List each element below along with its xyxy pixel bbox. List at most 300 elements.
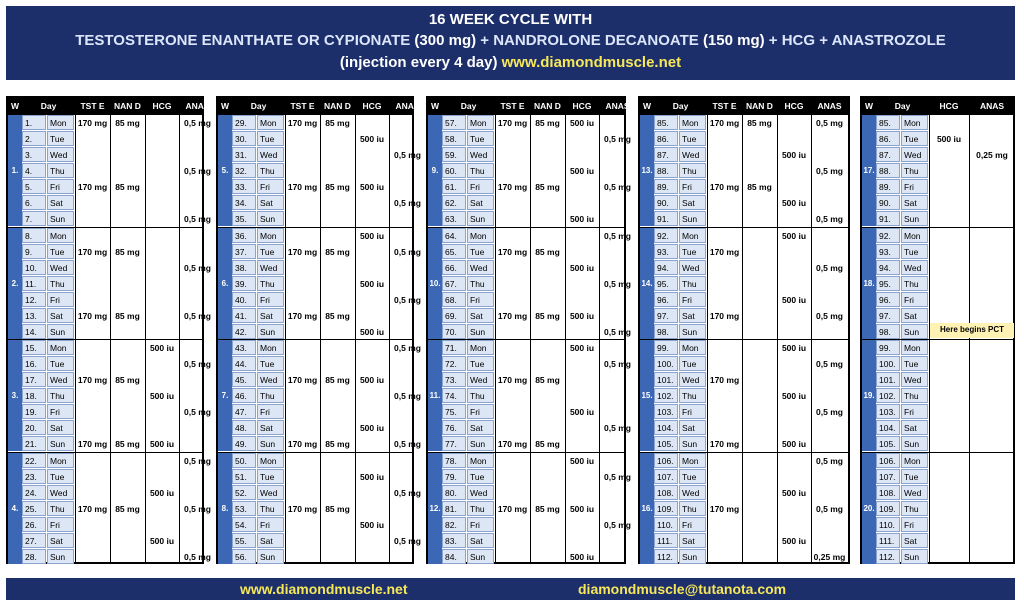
weekday-label: Wed — [679, 260, 706, 275]
dose-anas: 0,5 mg — [816, 262, 843, 273]
weekday-label: Wed — [467, 372, 494, 387]
table-row — [876, 356, 929, 372]
week-group — [640, 227, 848, 339]
weekday-label: Fri — [257, 292, 284, 307]
table-row — [654, 244, 707, 260]
dose-hcg: 500 iu — [149, 343, 175, 353]
weekday-label: Sun — [679, 211, 706, 226]
weekday-label: Sun — [901, 549, 928, 564]
day-number: 105. — [654, 436, 678, 451]
table-row — [876, 228, 929, 244]
table-row — [442, 533, 495, 549]
day-number: 51. — [232, 469, 256, 484]
weekday-label: Wed — [679, 147, 706, 162]
table-row — [442, 131, 495, 147]
dose-hcg: 500 iu — [569, 503, 595, 514]
weekday-label: Sat — [467, 195, 494, 210]
table-row — [232, 179, 285, 195]
week-number: 3. — [8, 340, 22, 451]
schedule-table-2 — [216, 96, 421, 564]
table-row — [876, 260, 929, 276]
table-row — [22, 533, 75, 549]
day-number: 6. — [22, 195, 46, 210]
week-group — [428, 227, 631, 339]
dose-tst: 170 mg — [497, 118, 528, 128]
dose-nan: 85 mg — [115, 439, 140, 449]
dose-nan: 85 mg — [325, 310, 350, 321]
week-group — [218, 114, 421, 226]
table-row — [22, 260, 75, 276]
weekday-label: Sun — [679, 549, 706, 564]
dose-anas: 0,5 mg — [394, 246, 421, 257]
table-row — [442, 276, 495, 292]
day-number: 66. — [442, 260, 466, 275]
column-header-hcg: HCG — [572, 101, 592, 111]
weekday-label: Sun — [467, 436, 494, 451]
dose-anas: 0,5 mg — [816, 214, 843, 224]
table-row — [232, 115, 285, 131]
week-number: 11. — [428, 340, 442, 451]
footer-banner — [6, 578, 1015, 600]
weekday-label: Sat — [257, 420, 284, 435]
weekday-label: Tue — [47, 244, 74, 259]
column-header-tste: TST E — [712, 101, 737, 111]
weekday-label: Tue — [257, 244, 284, 259]
dose-anas: 0,5 mg — [394, 198, 421, 208]
table-row — [654, 211, 707, 227]
dose-anas: 0,5 mg — [184, 262, 211, 273]
header-website-link[interactable]: www.diamondmuscle.net — [501, 54, 682, 71]
table-row — [232, 388, 285, 404]
dose-tst: 170 mg — [497, 503, 528, 514]
day-number: 99. — [654, 340, 678, 355]
column-header-tste: TST E — [290, 101, 315, 111]
column-header-nand: NAN D — [746, 101, 773, 111]
dose-nan: 85 mg — [325, 182, 350, 192]
table-row — [654, 388, 707, 404]
table-row — [22, 195, 75, 211]
day-number: 39. — [232, 276, 256, 291]
weekday-label: Sun — [679, 436, 706, 451]
day-number: 21. — [22, 436, 46, 451]
weekday-label: Mon — [257, 115, 284, 130]
weekday-label: Wed — [901, 260, 928, 275]
day-number: 8. — [22, 228, 46, 243]
table-row — [876, 372, 929, 388]
day-number: 49. — [232, 436, 256, 451]
table-row — [442, 517, 495, 533]
table-row — [654, 453, 707, 469]
day-number: 101. — [876, 372, 900, 387]
table-row — [654, 340, 707, 356]
day-number: 55. — [232, 533, 256, 548]
table-row — [22, 436, 75, 452]
dose-tst: 170 mg — [497, 182, 528, 192]
dose-tst: 170 mg — [497, 310, 528, 321]
dose-hcg: 500 iu — [149, 487, 175, 498]
dose-anas: 0,5 mg — [816, 503, 843, 514]
table-row — [22, 292, 75, 308]
dose-nan: 85 mg — [535, 375, 560, 385]
column-header-anas: ANAS — [979, 101, 1005, 111]
day-number: 71. — [442, 340, 466, 355]
day-number: 111. — [876, 533, 900, 548]
dose-nan: 85 mg — [535, 182, 560, 192]
dose-anas: 0,5 mg — [816, 455, 843, 466]
dose-anas: 0,5 mg — [394, 150, 421, 160]
day-number: 99. — [876, 340, 900, 355]
dose-tst: 170 mg — [709, 182, 740, 192]
table-row — [876, 501, 929, 517]
day-number: 98. — [876, 324, 900, 339]
dose-hcg: 500 iu — [569, 343, 595, 353]
table-row — [22, 356, 75, 372]
footer-email-link[interactable]: diamondmuscle@tutanota.com — [578, 581, 787, 597]
weekday-label: Mon — [467, 228, 494, 243]
week-number: 7. — [218, 340, 232, 451]
column-header-tste: TST E — [500, 101, 525, 111]
table-row — [442, 244, 495, 260]
day-number: 61. — [442, 179, 466, 194]
week-group — [8, 452, 211, 564]
weekday-label: Thu — [47, 501, 74, 516]
title-drug-2: + NANDROLONE DECANOATE — [476, 32, 703, 49]
day-number: 48. — [232, 420, 256, 435]
dose-hcg: 500 iu — [781, 150, 807, 160]
table-row — [442, 179, 495, 195]
day-number: 52. — [232, 485, 256, 500]
weekday-label: Mon — [901, 115, 928, 130]
dose-hcg: 500 iu — [781, 198, 807, 208]
column-header-w: W — [642, 101, 652, 111]
day-number: 40. — [232, 292, 256, 307]
table-row — [654, 276, 707, 292]
weekday-label: Fri — [901, 404, 928, 419]
table-row — [654, 195, 707, 211]
weekday-label: Sat — [679, 195, 706, 210]
weekday-label: Thu — [47, 276, 74, 291]
day-number: 91. — [654, 211, 678, 226]
table-row — [442, 453, 495, 469]
dose-nan: 85 mg — [115, 375, 140, 385]
table-row — [232, 260, 285, 276]
weekday-label: Mon — [47, 115, 74, 130]
week-group — [862, 452, 1013, 564]
day-number: 103. — [654, 404, 678, 419]
weekday-label: Wed — [257, 372, 284, 387]
table-row — [876, 549, 929, 565]
dose-hcg: 500 iu — [781, 487, 807, 498]
title-drug-1: TESTOSTERONE ENANTHATE OR CYPIONATE — [75, 32, 415, 49]
day-number: 75. — [442, 404, 466, 419]
day-number: 69. — [442, 308, 466, 323]
weekday-label: Tue — [467, 244, 494, 259]
day-number: 42. — [232, 324, 256, 339]
day-number: 30. — [232, 131, 256, 146]
weekday-label: Mon — [901, 453, 928, 468]
table-row — [232, 549, 285, 565]
table-row — [876, 147, 929, 163]
weekday-label: Thu — [679, 163, 706, 178]
weekday-label: Fri — [467, 404, 494, 419]
day-number: 15. — [22, 340, 46, 355]
weekday-label: Sun — [257, 436, 284, 451]
table-row — [876, 195, 929, 211]
table-row — [876, 163, 929, 179]
day-number: 11. — [22, 276, 46, 291]
table-row — [654, 485, 707, 501]
weekday-label: Sun — [47, 436, 74, 451]
weekday-label: Tue — [679, 244, 706, 259]
dose-nan: 85 mg — [325, 439, 350, 449]
day-number: 56. — [232, 549, 256, 564]
dose-hcg: 500 iu — [359, 326, 385, 337]
weekday-label: Mon — [679, 228, 706, 243]
dose-tst: 170 mg — [709, 246, 740, 257]
table-row — [654, 549, 707, 565]
day-number: 34. — [232, 195, 256, 210]
weekday-label: Thu — [901, 501, 928, 516]
dose-tst: 170 mg — [287, 310, 318, 321]
day-number: 73. — [442, 372, 466, 387]
weekday-label: Mon — [467, 340, 494, 355]
week-group — [862, 114, 1013, 226]
day-number: 38. — [232, 260, 256, 275]
week-group — [8, 114, 211, 226]
weekday-label: Fri — [901, 517, 928, 532]
title-line-3 — [6, 52, 1015, 74]
weekday-label: Tue — [467, 469, 494, 484]
table-row — [442, 356, 495, 372]
weekday-label: Tue — [257, 469, 284, 484]
dose-nan: 85 mg — [115, 310, 140, 321]
table-row — [654, 260, 707, 276]
weekday-label: Sat — [901, 420, 928, 435]
table-row — [22, 115, 75, 131]
day-number: 93. — [654, 244, 678, 259]
dose-hcg: 500 iu — [359, 230, 385, 241]
day-number: 112. — [876, 549, 900, 564]
table-row — [22, 228, 75, 244]
weekday-label: Sat — [901, 308, 928, 323]
weekday-label: Thu — [467, 276, 494, 291]
table-row — [654, 308, 707, 324]
day-number: 82. — [442, 517, 466, 532]
table-row — [232, 372, 285, 388]
day-number: 72. — [442, 356, 466, 371]
dose-tst: 170 mg — [287, 375, 318, 385]
day-number: 60. — [442, 163, 466, 178]
day-number: 17. — [22, 372, 46, 387]
table-row — [232, 195, 285, 211]
table-row — [876, 485, 929, 501]
dose-tst: 170 mg — [287, 246, 318, 257]
dose-tst: 170 mg — [287, 439, 318, 449]
table-row — [442, 485, 495, 501]
week-group — [218, 227, 421, 339]
day-number: 53. — [232, 501, 256, 516]
table-row — [442, 372, 495, 388]
dose-hcg: 500 iu — [359, 134, 385, 144]
dose-anas: 0,5 mg — [816, 166, 843, 176]
column-header-anas: ANAS — [817, 101, 842, 111]
week-number: 6. — [218, 228, 232, 339]
dose-nan: 85 mg — [115, 503, 140, 514]
day-number: 86. — [876, 131, 900, 146]
week-number: 20. — [862, 453, 876, 564]
table-row — [232, 404, 285, 420]
table-row — [876, 179, 929, 195]
column-header-w: W — [864, 101, 874, 111]
table-row — [876, 420, 929, 436]
day-number: 89. — [654, 179, 678, 194]
day-number: 18. — [22, 388, 46, 403]
table-row — [654, 179, 707, 195]
table-row — [442, 228, 495, 244]
table-row — [232, 356, 285, 372]
day-number: 81. — [442, 501, 466, 516]
day-number: 107. — [876, 469, 900, 484]
day-number: 101. — [654, 372, 678, 387]
dose-anas: 0,5 mg — [394, 487, 421, 498]
schedule-table-5 — [860, 96, 1015, 564]
table-row — [442, 469, 495, 485]
weekday-label: Thu — [467, 163, 494, 178]
dose-anas: 0,5 mg — [604, 519, 631, 530]
dose-hcg: 500 iu — [781, 343, 807, 353]
weekday-label: Sun — [467, 324, 494, 339]
weekday-label: Tue — [257, 131, 284, 146]
table-row — [22, 453, 75, 469]
weekday-label: Wed — [257, 260, 284, 275]
day-number: 27. — [22, 533, 46, 548]
day-number: 110. — [876, 517, 900, 532]
table-row — [22, 485, 75, 501]
table-row — [876, 453, 929, 469]
dose-anas: 0,5 mg — [604, 182, 631, 192]
day-number: 103. — [876, 404, 900, 419]
table-row — [232, 485, 285, 501]
weekday-label: Tue — [679, 469, 706, 484]
dose-nan: 85 mg — [535, 310, 560, 321]
weekday-label: Sun — [47, 324, 74, 339]
day-number: 88. — [876, 163, 900, 178]
table-row — [232, 340, 285, 356]
dose-tst: 170 mg — [77, 375, 108, 385]
day-number: 90. — [654, 195, 678, 210]
dose-tst: 170 mg — [709, 310, 740, 321]
weekday-label: Tue — [47, 356, 74, 371]
table-row — [442, 404, 495, 420]
table-row — [876, 388, 929, 404]
day-number: 35. — [232, 211, 256, 226]
day-number: 25. — [22, 501, 46, 516]
dose-anas: 0,5 mg — [604, 326, 631, 337]
weekday-label: Thu — [467, 388, 494, 403]
dose-tst: 170 mg — [497, 439, 528, 449]
table-row — [442, 501, 495, 517]
weekday-label: Mon — [901, 340, 928, 355]
column-header-day: Day — [672, 101, 689, 111]
weekday-label: Sat — [901, 195, 928, 210]
table-row — [232, 131, 285, 147]
column-header-hcg: HCG — [939, 101, 959, 111]
week-group — [8, 339, 211, 451]
dose-nan: 85 mg — [115, 118, 140, 128]
weekday-label: Wed — [257, 485, 284, 500]
table-row — [654, 533, 707, 549]
week-number: 10. — [428, 228, 442, 339]
day-number: 108. — [876, 485, 900, 500]
table-row — [876, 469, 929, 485]
week-number: 17. — [862, 115, 876, 226]
table-row — [22, 549, 75, 565]
day-number: 63. — [442, 211, 466, 226]
day-number: 65. — [442, 244, 466, 259]
weekday-label: Sat — [467, 420, 494, 435]
weekday-label: Fri — [679, 404, 706, 419]
weekday-label: Fri — [679, 517, 706, 532]
dose-anas: 0,5 mg — [604, 359, 631, 369]
weekday-label: Mon — [257, 340, 284, 355]
week-number: 16. — [640, 453, 654, 564]
weekday-label: Mon — [47, 453, 74, 468]
day-number: 97. — [876, 308, 900, 323]
footer-website-link[interactable]: www.diamondmuscle.net — [240, 581, 408, 597]
dose-anas: 0,5 mg — [816, 359, 843, 369]
weekday-label: Wed — [679, 485, 706, 500]
pct-start-note: Here begins PCT — [930, 323, 1014, 338]
table-row — [654, 517, 707, 533]
column-header-day: Day — [40, 101, 57, 111]
day-number: 87. — [876, 147, 900, 162]
day-number: 59. — [442, 147, 466, 162]
weekday-label: Fri — [679, 179, 706, 194]
day-number: 106. — [654, 453, 678, 468]
weekday-label: Wed — [257, 147, 284, 162]
dose-nan: 85 mg — [325, 246, 350, 257]
table-row — [232, 308, 285, 324]
day-number: 85. — [876, 115, 900, 130]
dose-anas: 0,5 mg — [394, 343, 421, 353]
dose-tst: 170 mg — [709, 439, 740, 449]
weekday-label: Sat — [679, 533, 706, 548]
title-dose-2: (150 mg) — [702, 32, 765, 49]
dose-nan: 85 mg — [535, 246, 560, 257]
table-row — [442, 260, 495, 276]
day-number: 107. — [654, 469, 678, 484]
title-drug-3: + HCG + ANASTROZOLE — [764, 32, 946, 49]
day-number: 45. — [232, 372, 256, 387]
table-row — [232, 228, 285, 244]
week-number: 13. — [640, 115, 654, 226]
dose-anas: 0,5 mg — [184, 407, 211, 417]
day-number: 105. — [876, 436, 900, 451]
weekday-label: Mon — [467, 115, 494, 130]
dose-hcg: 500 iu — [359, 375, 385, 385]
week-number: 18. — [862, 228, 876, 339]
schedule-table-4 — [638, 96, 850, 564]
table-row — [654, 372, 707, 388]
weekday-label: Mon — [257, 228, 284, 243]
title-line-2 — [6, 30, 1015, 52]
dose-hcg: 500 iu — [149, 535, 175, 546]
dose-hcg: 500 iu — [781, 391, 807, 401]
dose-anas: 0,5 mg — [184, 310, 211, 321]
day-number: 46. — [232, 388, 256, 403]
weekday-label: Mon — [679, 115, 706, 130]
column-header-day: Day — [460, 101, 477, 111]
